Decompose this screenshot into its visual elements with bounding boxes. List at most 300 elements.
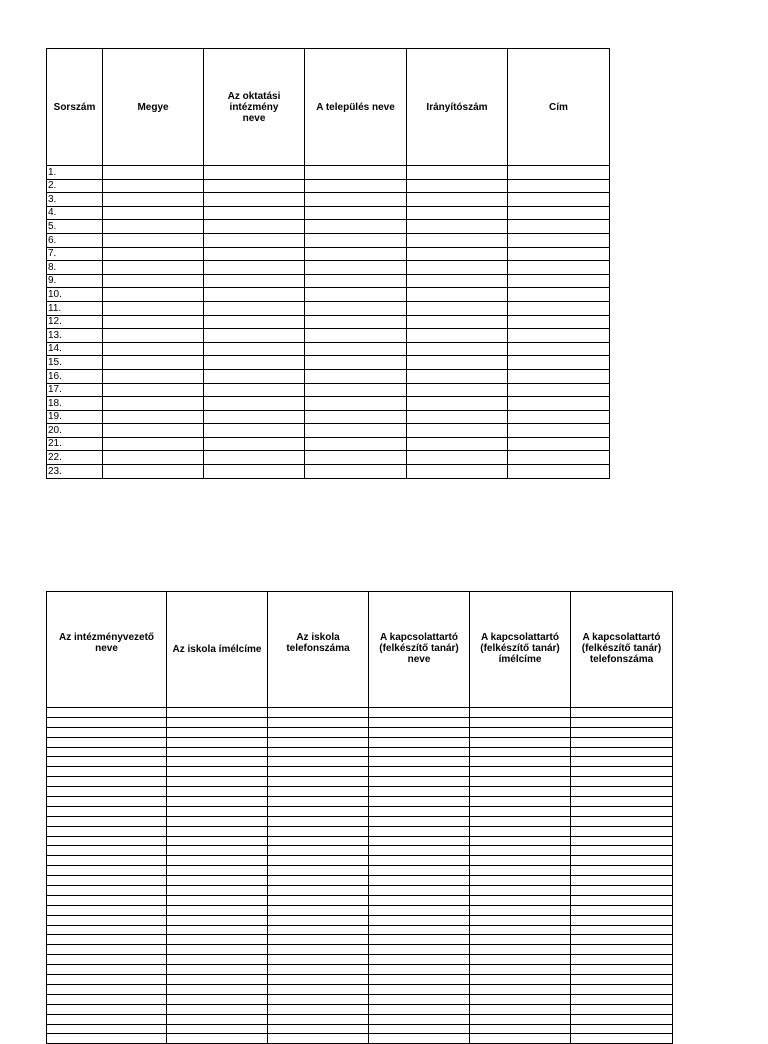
table-cell[interactable] — [369, 816, 470, 826]
table-cell[interactable] — [167, 836, 268, 846]
table-cell[interactable] — [204, 179, 305, 193]
table-cell[interactable] — [268, 727, 369, 737]
table-cell[interactable] — [470, 1014, 571, 1024]
table-cell[interactable] — [103, 233, 204, 247]
table-cell[interactable] — [470, 747, 571, 757]
table-cell[interactable] — [103, 288, 204, 302]
table-cell[interactable] — [369, 925, 470, 935]
table-cell[interactable] — [305, 356, 407, 370]
table-cell[interactable] — [407, 233, 508, 247]
table-cell[interactable] — [268, 856, 369, 866]
table-cell[interactable] — [47, 905, 167, 915]
table-cell[interactable] — [47, 1034, 167, 1044]
table-cell[interactable] — [167, 787, 268, 797]
table-cell[interactable] — [167, 955, 268, 965]
table-cell[interactable] — [167, 984, 268, 994]
table-cell[interactable] — [167, 767, 268, 777]
table-cell[interactable] — [47, 767, 167, 777]
table-cell[interactable] — [470, 708, 571, 718]
table-cell[interactable] — [268, 1014, 369, 1024]
table-cell[interactable] — [470, 806, 571, 816]
table-cell[interactable] — [167, 727, 268, 737]
table-cell[interactable] — [369, 876, 470, 886]
table-cell[interactable] — [369, 1014, 470, 1024]
table-cell[interactable] — [470, 767, 571, 777]
table-cell[interactable] — [167, 1004, 268, 1014]
table-cell[interactable] — [268, 994, 369, 1004]
table-cell[interactable] — [204, 397, 305, 411]
table-cell[interactable] — [369, 836, 470, 846]
table-cell[interactable] — [571, 945, 673, 955]
table-cell[interactable] — [571, 727, 673, 737]
table-cell[interactable] — [305, 274, 407, 288]
table-cell[interactable] — [369, 886, 470, 896]
table-cell[interactable] — [103, 220, 204, 234]
table-cell[interactable] — [103, 193, 204, 207]
table-cell[interactable] — [305, 342, 407, 356]
table-cell[interactable] — [470, 925, 571, 935]
table-cell[interactable] — [204, 369, 305, 383]
table-cell[interactable] — [204, 247, 305, 261]
table-cell[interactable] — [305, 301, 407, 315]
table-cell[interactable] — [470, 717, 571, 727]
table-cell[interactable] — [167, 1034, 268, 1044]
table-cell[interactable] — [470, 965, 571, 975]
table-cell[interactable] — [369, 866, 470, 876]
table-cell[interactable] — [407, 301, 508, 315]
table-cell[interactable] — [167, 994, 268, 1004]
table-cell[interactable] — [508, 424, 610, 438]
table-cell[interactable] — [167, 945, 268, 955]
table-cell[interactable] — [47, 836, 167, 846]
table-cell[interactable] — [167, 886, 268, 896]
table-cell[interactable] — [268, 935, 369, 945]
table-cell[interactable] — [369, 737, 470, 747]
table-cell[interactable] — [268, 965, 369, 975]
table-cell[interactable] — [268, 915, 369, 925]
table-cell[interactable] — [407, 437, 508, 451]
table-cell[interactable] — [407, 356, 508, 370]
table-cell[interactable] — [268, 866, 369, 876]
table-cell[interactable] — [571, 955, 673, 965]
table-cell[interactable] — [369, 1004, 470, 1014]
table-cell[interactable] — [470, 816, 571, 826]
table-cell[interactable] — [369, 935, 470, 945]
table-cell[interactable] — [268, 777, 369, 787]
table-cell[interactable] — [47, 1004, 167, 1014]
table-cell[interactable] — [369, 747, 470, 757]
table-cell[interactable] — [305, 288, 407, 302]
table-cell[interactable] — [47, 955, 167, 965]
table-cell[interactable] — [103, 301, 204, 315]
table-cell[interactable] — [103, 397, 204, 411]
table-cell[interactable] — [167, 737, 268, 747]
table-cell[interactable] — [167, 925, 268, 935]
table-cell[interactable] — [407, 261, 508, 275]
table-cell[interactable] — [571, 905, 673, 915]
table-cell[interactable] — [167, 826, 268, 836]
table-cell[interactable] — [369, 945, 470, 955]
table-cell[interactable] — [508, 220, 610, 234]
table-cell[interactable] — [571, 737, 673, 747]
table-cell[interactable] — [571, 708, 673, 718]
table-cell[interactable] — [571, 747, 673, 757]
table-cell[interactable] — [103, 206, 204, 220]
table-cell[interactable] — [571, 836, 673, 846]
table-cell[interactable] — [268, 836, 369, 846]
table-cell[interactable] — [47, 777, 167, 787]
table-cell[interactable] — [407, 465, 508, 479]
table-cell[interactable] — [508, 179, 610, 193]
table-cell[interactable] — [470, 935, 571, 945]
table-cell[interactable] — [571, 965, 673, 975]
table-cell[interactable] — [47, 708, 167, 718]
table-cell[interactable] — [571, 925, 673, 935]
table-cell[interactable] — [268, 1034, 369, 1044]
table-cell[interactable] — [571, 846, 673, 856]
table-cell[interactable] — [305, 247, 407, 261]
table-cell[interactable] — [268, 925, 369, 935]
table-cell[interactable] — [204, 233, 305, 247]
table-cell[interactable] — [47, 975, 167, 985]
table-cell[interactable] — [470, 975, 571, 985]
table-cell[interactable] — [47, 846, 167, 856]
table-cell[interactable] — [571, 994, 673, 1004]
table-cell[interactable] — [204, 193, 305, 207]
table-cell[interactable] — [305, 315, 407, 329]
table-cell[interactable] — [508, 369, 610, 383]
table-cell[interactable] — [204, 206, 305, 220]
table-cell[interactable] — [47, 1024, 167, 1034]
table-cell[interactable] — [508, 193, 610, 207]
table-cell[interactable] — [204, 383, 305, 397]
table-cell[interactable] — [407, 383, 508, 397]
table-cell[interactable] — [103, 329, 204, 343]
table-cell[interactable] — [508, 437, 610, 451]
table-cell[interactable] — [369, 797, 470, 807]
table-cell[interactable] — [305, 437, 407, 451]
table-cell[interactable] — [103, 247, 204, 261]
table-cell[interactable] — [305, 424, 407, 438]
table-cell[interactable] — [305, 369, 407, 383]
table-cell[interactable] — [508, 356, 610, 370]
table-cell[interactable] — [167, 1024, 268, 1034]
table-cell[interactable] — [204, 288, 305, 302]
table-cell[interactable] — [470, 856, 571, 866]
table-cell[interactable] — [268, 1024, 369, 1034]
table-cell[interactable] — [103, 166, 204, 180]
table-cell[interactable] — [571, 1024, 673, 1034]
table-cell[interactable] — [369, 787, 470, 797]
table-cell[interactable] — [103, 369, 204, 383]
table-cell[interactable] — [305, 410, 407, 424]
table-cell[interactable] — [571, 856, 673, 866]
table-cell[interactable] — [103, 451, 204, 465]
table-cell[interactable] — [268, 757, 369, 767]
table-cell[interactable] — [407, 424, 508, 438]
table-cell[interactable] — [167, 965, 268, 975]
table-cell[interactable] — [470, 1024, 571, 1034]
table-cell[interactable] — [167, 1014, 268, 1024]
table-cell[interactable] — [508, 465, 610, 479]
table-cell[interactable] — [204, 166, 305, 180]
table-cell[interactable] — [508, 166, 610, 180]
table-cell[interactable] — [167, 708, 268, 718]
table-cell[interactable] — [268, 747, 369, 757]
table-cell[interactable] — [508, 383, 610, 397]
table-cell[interactable] — [167, 975, 268, 985]
table-cell[interactable] — [508, 261, 610, 275]
table-cell[interactable] — [369, 708, 470, 718]
table-cell[interactable] — [204, 301, 305, 315]
table-cell[interactable] — [47, 876, 167, 886]
table-cell[interactable] — [470, 945, 571, 955]
table-cell[interactable] — [470, 1004, 571, 1014]
table-cell[interactable] — [204, 356, 305, 370]
table-cell[interactable] — [305, 383, 407, 397]
table-cell[interactable] — [571, 876, 673, 886]
table-cell[interactable] — [369, 965, 470, 975]
table-cell[interactable] — [204, 329, 305, 343]
table-cell[interactable] — [369, 1024, 470, 1034]
table-cell[interactable] — [369, 806, 470, 816]
table-cell[interactable] — [369, 777, 470, 787]
table-cell[interactable] — [369, 856, 470, 866]
table-cell[interactable] — [204, 342, 305, 356]
table-cell[interactable] — [470, 836, 571, 846]
table-cell[interactable] — [47, 816, 167, 826]
table-cell[interactable] — [268, 876, 369, 886]
table-cell[interactable] — [508, 397, 610, 411]
table-cell[interactable] — [571, 816, 673, 826]
table-cell[interactable] — [305, 397, 407, 411]
table-cell[interactable] — [167, 757, 268, 767]
table-cell[interactable] — [369, 727, 470, 737]
table-cell[interactable] — [47, 935, 167, 945]
table-cell[interactable] — [407, 342, 508, 356]
table-cell[interactable] — [508, 329, 610, 343]
table-cell[interactable] — [47, 757, 167, 767]
table-cell[interactable] — [470, 895, 571, 905]
table-cell[interactable] — [47, 727, 167, 737]
table-cell[interactable] — [571, 1034, 673, 1044]
table-cell[interactable] — [571, 787, 673, 797]
table-cell[interactable] — [103, 410, 204, 424]
table-cell[interactable] — [305, 233, 407, 247]
table-cell[interactable] — [571, 1014, 673, 1024]
table-cell[interactable] — [369, 994, 470, 1004]
table-cell[interactable] — [47, 965, 167, 975]
table-cell[interactable] — [407, 166, 508, 180]
table-cell[interactable] — [167, 816, 268, 826]
table-cell[interactable] — [369, 905, 470, 915]
table-cell[interactable] — [268, 895, 369, 905]
table-cell[interactable] — [571, 806, 673, 816]
table-cell[interactable] — [305, 193, 407, 207]
table-cell[interactable] — [204, 465, 305, 479]
table-cell[interactable] — [571, 866, 673, 876]
table-cell[interactable] — [268, 826, 369, 836]
table-cell[interactable] — [571, 895, 673, 905]
table-cell[interactable] — [508, 342, 610, 356]
table-cell[interactable] — [167, 905, 268, 915]
table-cell[interactable] — [103, 424, 204, 438]
table-cell[interactable] — [103, 383, 204, 397]
table-cell[interactable] — [268, 1004, 369, 1014]
table-cell[interactable] — [103, 342, 204, 356]
table-cell[interactable] — [470, 984, 571, 994]
table-cell[interactable] — [470, 737, 571, 747]
table-cell[interactable] — [369, 717, 470, 727]
table-cell[interactable] — [508, 274, 610, 288]
table-cell[interactable] — [571, 767, 673, 777]
table-cell[interactable] — [47, 717, 167, 727]
table-cell[interactable] — [470, 886, 571, 896]
table-cell[interactable] — [305, 261, 407, 275]
table-cell[interactable] — [508, 451, 610, 465]
table-cell[interactable] — [47, 925, 167, 935]
table-cell[interactable] — [407, 451, 508, 465]
table-cell[interactable] — [305, 465, 407, 479]
table-cell[interactable] — [204, 437, 305, 451]
table-cell[interactable] — [571, 757, 673, 767]
table-cell[interactable] — [470, 826, 571, 836]
table-cell[interactable] — [268, 955, 369, 965]
table-cell[interactable] — [369, 984, 470, 994]
table-cell[interactable] — [369, 757, 470, 767]
table-cell[interactable] — [305, 166, 407, 180]
table-cell[interactable] — [470, 846, 571, 856]
table-cell[interactable] — [407, 179, 508, 193]
table-cell[interactable] — [508, 233, 610, 247]
table-cell[interactable] — [407, 397, 508, 411]
table-cell[interactable] — [167, 797, 268, 807]
table-cell[interactable] — [571, 935, 673, 945]
table-cell[interactable] — [47, 1014, 167, 1024]
table-cell[interactable] — [470, 915, 571, 925]
table-cell[interactable] — [47, 945, 167, 955]
table-cell[interactable] — [470, 994, 571, 1004]
table-cell[interactable] — [305, 206, 407, 220]
table-cell[interactable] — [268, 945, 369, 955]
table-cell[interactable] — [407, 274, 508, 288]
table-cell[interactable] — [305, 451, 407, 465]
table-cell[interactable] — [268, 767, 369, 777]
table-cell[interactable] — [470, 757, 571, 767]
table-cell[interactable] — [204, 424, 305, 438]
table-cell[interactable] — [508, 288, 610, 302]
table-cell[interactable] — [571, 975, 673, 985]
table-cell[interactable] — [47, 994, 167, 1004]
table-cell[interactable] — [470, 777, 571, 787]
table-cell[interactable] — [470, 787, 571, 797]
table-cell[interactable] — [268, 737, 369, 747]
table-cell[interactable] — [268, 797, 369, 807]
table-cell[interactable] — [204, 274, 305, 288]
table-cell[interactable] — [470, 905, 571, 915]
table-cell[interactable] — [407, 410, 508, 424]
table-cell[interactable] — [470, 955, 571, 965]
table-cell[interactable] — [369, 767, 470, 777]
table-cell[interactable] — [305, 220, 407, 234]
table-cell[interactable] — [47, 866, 167, 876]
table-cell[interactable] — [167, 915, 268, 925]
table-cell[interactable] — [47, 806, 167, 816]
table-cell[interactable] — [47, 984, 167, 994]
table-cell[interactable] — [167, 846, 268, 856]
table-cell[interactable] — [470, 1034, 571, 1044]
table-cell[interactable] — [167, 806, 268, 816]
table-cell[interactable] — [167, 747, 268, 757]
table-cell[interactable] — [369, 1034, 470, 1044]
table-cell[interactable] — [47, 856, 167, 866]
table-cell[interactable] — [47, 895, 167, 905]
table-cell[interactable] — [204, 410, 305, 424]
table-cell[interactable] — [268, 717, 369, 727]
table-cell[interactable] — [167, 777, 268, 787]
table-cell[interactable] — [47, 797, 167, 807]
table-cell[interactable] — [508, 206, 610, 220]
table-cell[interactable] — [268, 975, 369, 985]
table-cell[interactable] — [47, 826, 167, 836]
table-cell[interactable] — [103, 315, 204, 329]
table-cell[interactable] — [204, 220, 305, 234]
table-cell[interactable] — [571, 984, 673, 994]
table-cell[interactable] — [103, 274, 204, 288]
table-cell[interactable] — [167, 856, 268, 866]
table-cell[interactable] — [305, 329, 407, 343]
table-cell[interactable] — [470, 866, 571, 876]
table-cell[interactable] — [47, 787, 167, 797]
table-cell[interactable] — [407, 206, 508, 220]
table-cell[interactable] — [167, 717, 268, 727]
table-cell[interactable] — [571, 1004, 673, 1014]
table-cell[interactable] — [407, 288, 508, 302]
table-cell[interactable] — [204, 261, 305, 275]
table-cell[interactable] — [508, 301, 610, 315]
table-cell[interactable] — [470, 797, 571, 807]
table-cell[interactable] — [268, 905, 369, 915]
table-cell[interactable] — [47, 915, 167, 925]
table-cell[interactable] — [167, 895, 268, 905]
table-cell[interactable] — [268, 846, 369, 856]
table-cell[interactable] — [167, 876, 268, 886]
table-cell[interactable] — [508, 410, 610, 424]
table-cell[interactable] — [369, 826, 470, 836]
table-cell[interactable] — [407, 193, 508, 207]
table-cell[interactable] — [407, 220, 508, 234]
table-cell[interactable] — [571, 886, 673, 896]
table-cell[interactable] — [103, 465, 204, 479]
table-cell[interactable] — [103, 179, 204, 193]
table-cell[interactable] — [167, 866, 268, 876]
table-cell[interactable] — [47, 886, 167, 896]
table-cell[interactable] — [369, 895, 470, 905]
table-cell[interactable] — [204, 315, 305, 329]
table-cell[interactable] — [571, 826, 673, 836]
table-cell[interactable] — [268, 806, 369, 816]
table-cell[interactable] — [571, 797, 673, 807]
table-cell[interactable] — [407, 315, 508, 329]
table-cell[interactable] — [305, 179, 407, 193]
table-cell[interactable] — [268, 708, 369, 718]
table-cell[interactable] — [369, 915, 470, 925]
table-cell[interactable] — [407, 247, 508, 261]
table-cell[interactable] — [470, 876, 571, 886]
table-cell[interactable] — [47, 737, 167, 747]
table-cell[interactable] — [407, 329, 508, 343]
table-cell[interactable] — [369, 955, 470, 965]
